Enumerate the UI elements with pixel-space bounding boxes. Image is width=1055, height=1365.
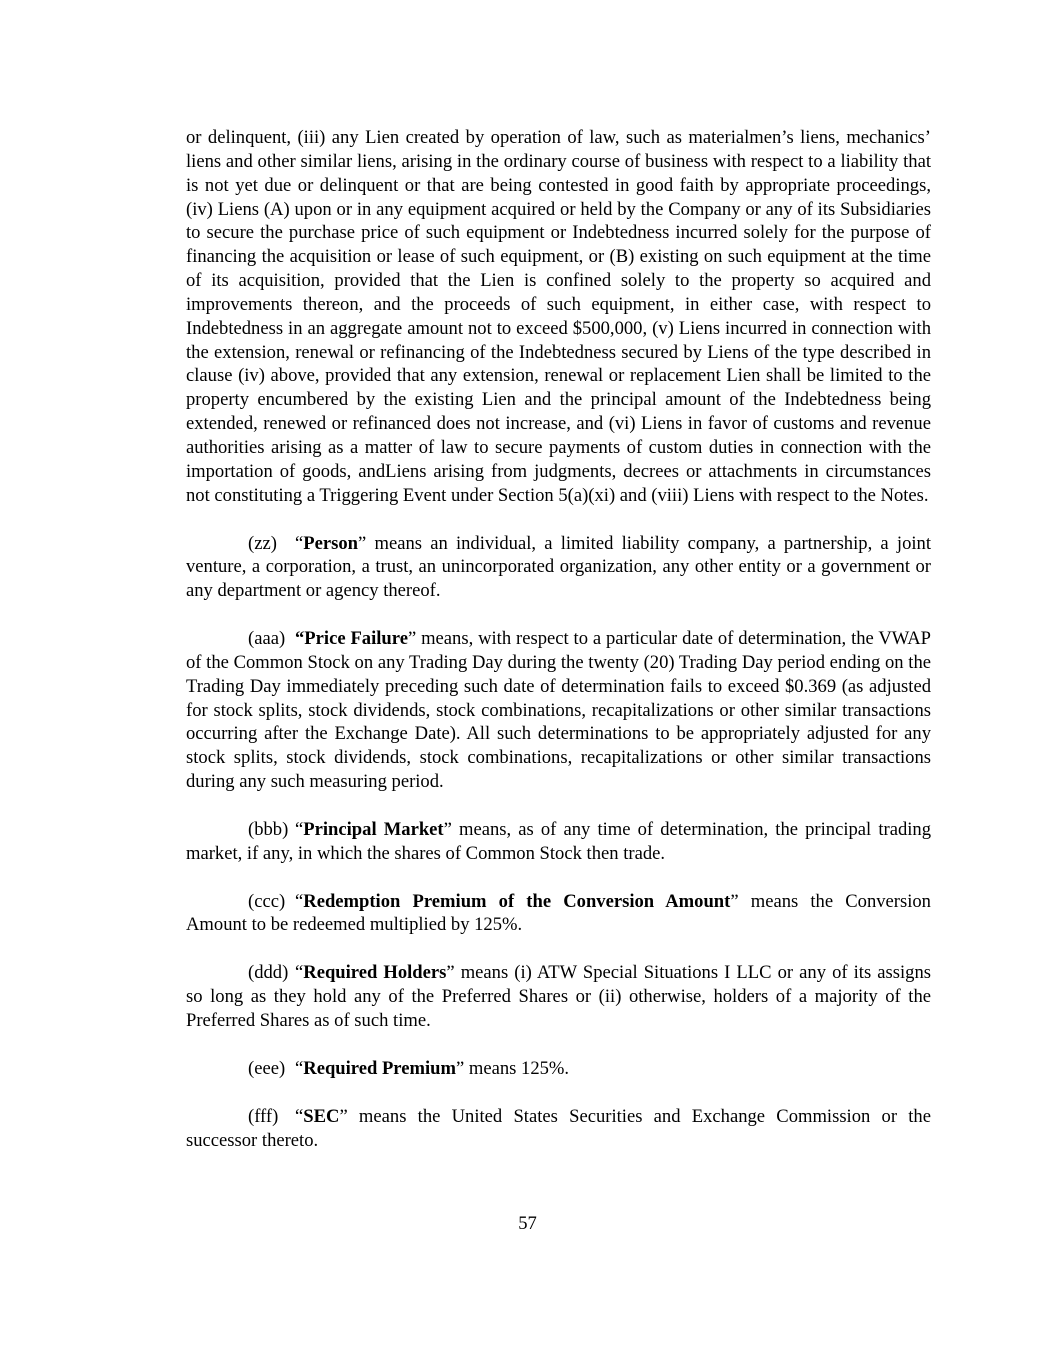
definition-term: Required Premium — [303, 1057, 456, 1079]
definition-number: (aaa) — [248, 628, 286, 650]
definition-open-quote: “ — [295, 532, 304, 554]
definition-required-holders — [186, 961, 931, 1033]
document-page — [186, 126, 931, 1176]
definition-open-quote: “ — [295, 1105, 304, 1127]
definition-text: ” means 125%. — [455, 1057, 570, 1079]
definition-number: (zz) — [248, 532, 277, 554]
definition-open-quote: “ — [295, 962, 304, 984]
definition-text: ” means an individual, a limited liability company, a partnership, a joint venture, a corporation, a trust, an unincorporated organization, any other entity or a government or any department or agency thereof. — [186, 532, 931, 602]
definition-price-failure — [186, 627, 931, 794]
definition-term: Redemption Premium of the Conversion Amount — [303, 890, 731, 912]
definition-text: ” means, with respect to a particular date of determination, the VWAP of the Common Stock on any Trading Day during the twenty (20) Trading Day period ending on the Trading Day immediately preceding such date of determination fails to exceed $0.369 (as adjusted for stock splits, stock dividends, stock combinations, recapitalizations or other similar transactions occurring after the Exchange Date). All such determinations to be appropriately adjusted for any stock splits, stock dividends, stock combinations, recapitalizations or other similar transactions during any such measuring period. — [186, 628, 931, 793]
definition-term: SEC — [303, 1105, 340, 1127]
definition-number: (eee) — [248, 1057, 286, 1079]
definition-number: (bbb) — [248, 818, 289, 840]
definition-number: (fff) — [248, 1105, 279, 1127]
definition-open-quote: “ — [295, 890, 304, 912]
definition-text: ” means the United States Securities and Exchange Commission or the successor thereto. — [186, 1105, 931, 1151]
definition-text: ” means the Conversion Amount to be redeemed multiplied by 125%. — [186, 890, 931, 936]
definition-term: Principal Market — [303, 818, 444, 840]
definition-term: Required Holders — [303, 962, 447, 984]
definition-sec — [186, 1105, 931, 1153]
page-number: 57 — [518, 1213, 537, 1234]
definition-number: (ccc) — [248, 890, 286, 912]
definition-number: (ddd) — [248, 962, 289, 984]
continuation-paragraph: or delinquent, (iii) any Lien created by operation of law, such as materialmen’s liens, mechanics’ liens and other similar liens, arising in the ordinary course of business with respect to a liability that is not yet due or delinquent or that are being contested in good faith by appropriate proceedings, (iv) Liens (A) upon or in any equipment acquired or held by the Company or any of its Subsidiaries to secure the purchase price of such equipment or Indebtedness incurred solely for the purpose of financing the acquisition or lease of such equipment, or (B) existing on such equipment at the time of its acquisition, provided that the Lien is confined solely to the property so acquired and improvements thereon, and the proceeds of such equipment, in either case, with respect to Indebtedness in an aggregate amount not to exceed $500,000, (v) Liens incurred in connection with the extension, renewal or refinancing of the Indebtedness secured by Liens of the type described in clause (iv) above, provided that any extension, renewal or replacement Lien shall be limited to the property encumbered by the existing Lien and the principal amount of the Indebtedness being extended, renewed or refinanced does not increase, and (vi) Liens in favor of customs and revenue authorities arising as a matter of law to secure payments of custom duties in connection with the importation of goods, andLiens arising from judgments, decrees or attachments in circumstances not constituting a Triggering Event under Section 5(a)(xi) and (viii) Liens with respect to the Notes. — [186, 127, 931, 506]
definition-term: Person — [303, 532, 359, 554]
definition-person — [186, 532, 931, 604]
definition-term: “Price Failure — [295, 628, 408, 650]
definition-redemption-premium — [186, 890, 931, 938]
definition-required-premium — [186, 1057, 931, 1081]
definition-text: ” means (i) ATW Special Situations I LLC or any of its assigns so long as they hold any of the Preferred Shares or (ii) otherwise, holders of a majority of the Preferred Shares as of such time. — [186, 962, 931, 1031]
definition-text: ” means, as of any time of determination, the principal trading market, if any, in which the shares of Common Stock then trade. — [186, 818, 931, 864]
definition-open-quote: “ — [295, 818, 304, 840]
definition-open-quote: “ — [295, 1057, 304, 1079]
definition-principal-market — [186, 818, 931, 866]
